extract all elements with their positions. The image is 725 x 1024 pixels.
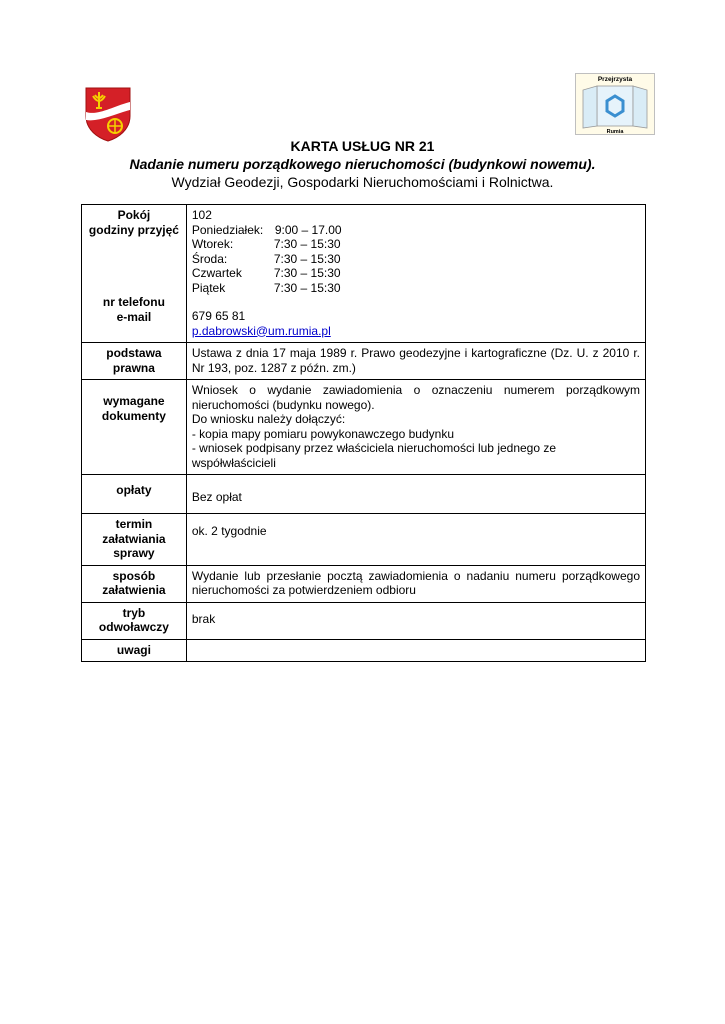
term-label-cell (82, 514, 187, 566)
docs-label-line: wymagane (103, 394, 165, 408)
basis-value: Ustawa z dnia 17 maja 1989 r. Prawo geodezyjne i kartograficzne (Dz. U. z 2010 r. Nr 193, poz. 1287 z późn. zm.) (186, 343, 645, 380)
docs-value-cell (186, 380, 645, 475)
table-row (82, 475, 646, 514)
phone-value: 679 65 81 (191, 309, 246, 323)
document-header (80, 138, 645, 191)
page-subtitle: Nadanie numeru porządkowego nieruchomości (budynkowi nowemu). (129, 156, 596, 172)
schedule-hours: 7:30 – 15:30 (273, 237, 341, 251)
method-label-cell (82, 565, 187, 602)
term-label-line: sprawy (113, 546, 155, 560)
badge-label: Przejrzysta (597, 76, 633, 83)
method-label-line: sposób (112, 568, 156, 583)
appeal-label-line: odwoławczy (98, 620, 169, 634)
docs-label-cell (82, 380, 187, 475)
appeal-label-cell (82, 602, 187, 639)
schedule-hours: 7:30 – 15:30 (273, 280, 341, 295)
table-row (82, 380, 646, 475)
docs-label-line: dokumenty (101, 408, 166, 423)
table-row (82, 514, 646, 566)
schedule-day: Środa: (191, 251, 228, 266)
przejrzysta-rumia-badge-icon (575, 73, 655, 135)
fees-label: opłaty (82, 475, 187, 514)
badge-city: Rumia (606, 129, 624, 135)
email-link[interactable]: p.dabrowski@um.rumia.pl (191, 323, 331, 338)
basis-label-cell (82, 343, 187, 380)
rumia-coat-of-arms-icon (84, 86, 132, 142)
schedule-day: Poniedziałek: (191, 222, 264, 237)
schedule-day: Piątek (191, 280, 226, 295)
room-value: 102 (191, 208, 212, 222)
schedule-hours: 9:00 – 17.00 (274, 222, 342, 237)
basis-label-line: prawna (112, 360, 155, 375)
schedule-row (192, 237, 640, 252)
docs-line: Do wniosku należy dołączyć: (191, 412, 346, 426)
email-label: e-mail (116, 309, 152, 324)
docs-line: - kopia mapy pomiaru powykonawczego budynku (191, 426, 454, 441)
room-label: Pokój (117, 208, 151, 222)
notes-value (186, 639, 645, 662)
docs-line: - wniosek podpisany przez właściciela nieruchomości lub jednego ze współwłaścicieli (191, 441, 557, 470)
basis-label-line: podstawa (106, 346, 162, 360)
appeal-label-line: tryb (122, 605, 146, 620)
table-row (82, 565, 646, 602)
table-row (82, 639, 646, 662)
term-label-line: termin (115, 517, 153, 531)
page-title: KARTA USŁUG NR 21 (290, 138, 435, 154)
schedule-row (192, 252, 640, 267)
notes-label: uwagi (82, 639, 187, 662)
table-row (82, 602, 646, 639)
method-label-line: załatwienia (102, 583, 166, 597)
department-name: Wydział Geodezji, Gospodarki Nieruchomościami i Rolnictwa. (171, 174, 554, 190)
schedule-day: Czwartek (191, 266, 242, 280)
service-card-table (81, 204, 646, 662)
fees-value: Bez opłat (186, 475, 645, 514)
term-label-line: załatwiania (102, 531, 166, 546)
table-row (82, 205, 646, 343)
schedule-row (192, 266, 640, 281)
term-value: ok. 2 tygodnie (186, 514, 645, 566)
schedule-row (192, 223, 640, 238)
contact-value-cell (186, 205, 645, 343)
phone-label: nr telefonu (102, 295, 165, 309)
table-row (82, 343, 646, 380)
hours-label: godziny przyjęć (88, 222, 179, 237)
appeal-value: brak (186, 602, 645, 639)
contact-label-cell (82, 205, 187, 343)
schedule-row (192, 281, 640, 296)
method-value: Wydanie lub przesłanie pocztą zawiadomienia o nadaniu numeru porządkowego nieruchomości za potwierdzeniem odbioru (186, 565, 645, 602)
docs-line: Wniosek o wydanie zawiadomienia o oznaczeniu numerem porządkowym nieruchomości (budynku nowego). (191, 383, 640, 412)
schedule-day: Wtorek: (191, 237, 234, 251)
schedule-hours: 7:30 – 15:30 (273, 266, 341, 280)
schedule-hours: 7:30 – 15:30 (273, 251, 341, 266)
